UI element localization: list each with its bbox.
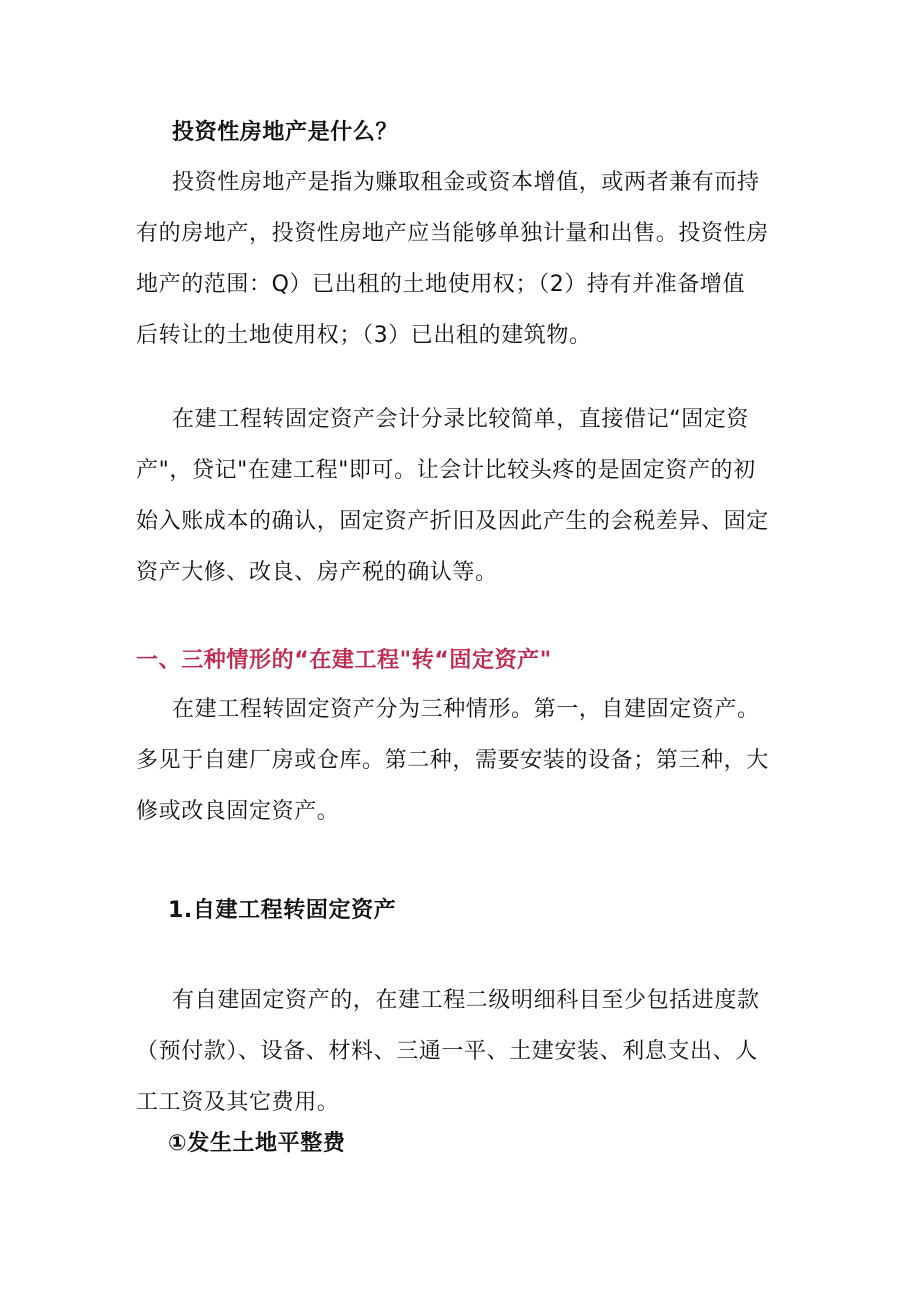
paragraph-line: 产"，贷记"在建工程"即可。让会计比较头疼的是固定资产的初 xyxy=(136,458,756,483)
item-heading xyxy=(136,1118,796,1169)
question-title xyxy=(136,107,796,158)
section-heading-text: 一、三种情形的“在建工程"转“固定资产" xyxy=(136,648,552,673)
paragraph-three-cases xyxy=(136,684,796,837)
paragraph-line: 地产的范围：Q）已出租的土地使用权；（2）持有并准备增值 xyxy=(136,272,746,297)
subsection-heading-text: 1.自建工程转固定资产 xyxy=(168,898,397,923)
paragraph-accounting-entry xyxy=(136,394,796,598)
item-heading-text: ①发生土地平整费 xyxy=(168,1131,346,1156)
section-heading xyxy=(136,635,796,686)
paragraph-line: 投资性房地产是指为赚取租金或资本增值，或两者兼有而持 xyxy=(172,170,760,195)
paragraph-definition xyxy=(136,157,796,361)
paragraph-line: 工工资及其它费用。 xyxy=(136,1090,340,1115)
paragraph-line: 在建工程转固定资产分为三种情形。第一，自建固定资产。 xyxy=(172,697,760,722)
paragraph-line: 始入账成本的确认，固定资产折旧及因此产生的会税差异、固定 xyxy=(136,509,769,534)
subsection-heading xyxy=(136,885,796,936)
paragraph-line: 有自建固定资产的，在建工程二级明细科目至少包括进度款 xyxy=(172,988,760,1013)
paragraph-detail-accounts xyxy=(136,975,796,1128)
paragraph-line: 在建工程转固定资产会计分录比较简单，直接借记“固定资 xyxy=(172,407,749,432)
paragraph-line: 有的房地产，投资性房地产应当能够单独计量和出售。投资性房 xyxy=(136,221,769,246)
paragraph-line: （预付款）、设备、材料、三通一平、土建安装、利息支出、人 xyxy=(136,1039,758,1064)
paragraph-line: 修或改良固定资产。 xyxy=(136,799,340,824)
paragraph-line: 资产大修、改良、房产税的确认等。 xyxy=(136,560,498,585)
question-title-text: 投资性房地产是什么？ xyxy=(172,120,399,145)
paragraph-line: 多见于自建厂房或仓库。第二种，需要安装的设备；第三种，大 xyxy=(136,748,769,773)
paragraph-line: 后转让的土地使用权；（3）已出租的建筑物。 xyxy=(136,323,592,348)
